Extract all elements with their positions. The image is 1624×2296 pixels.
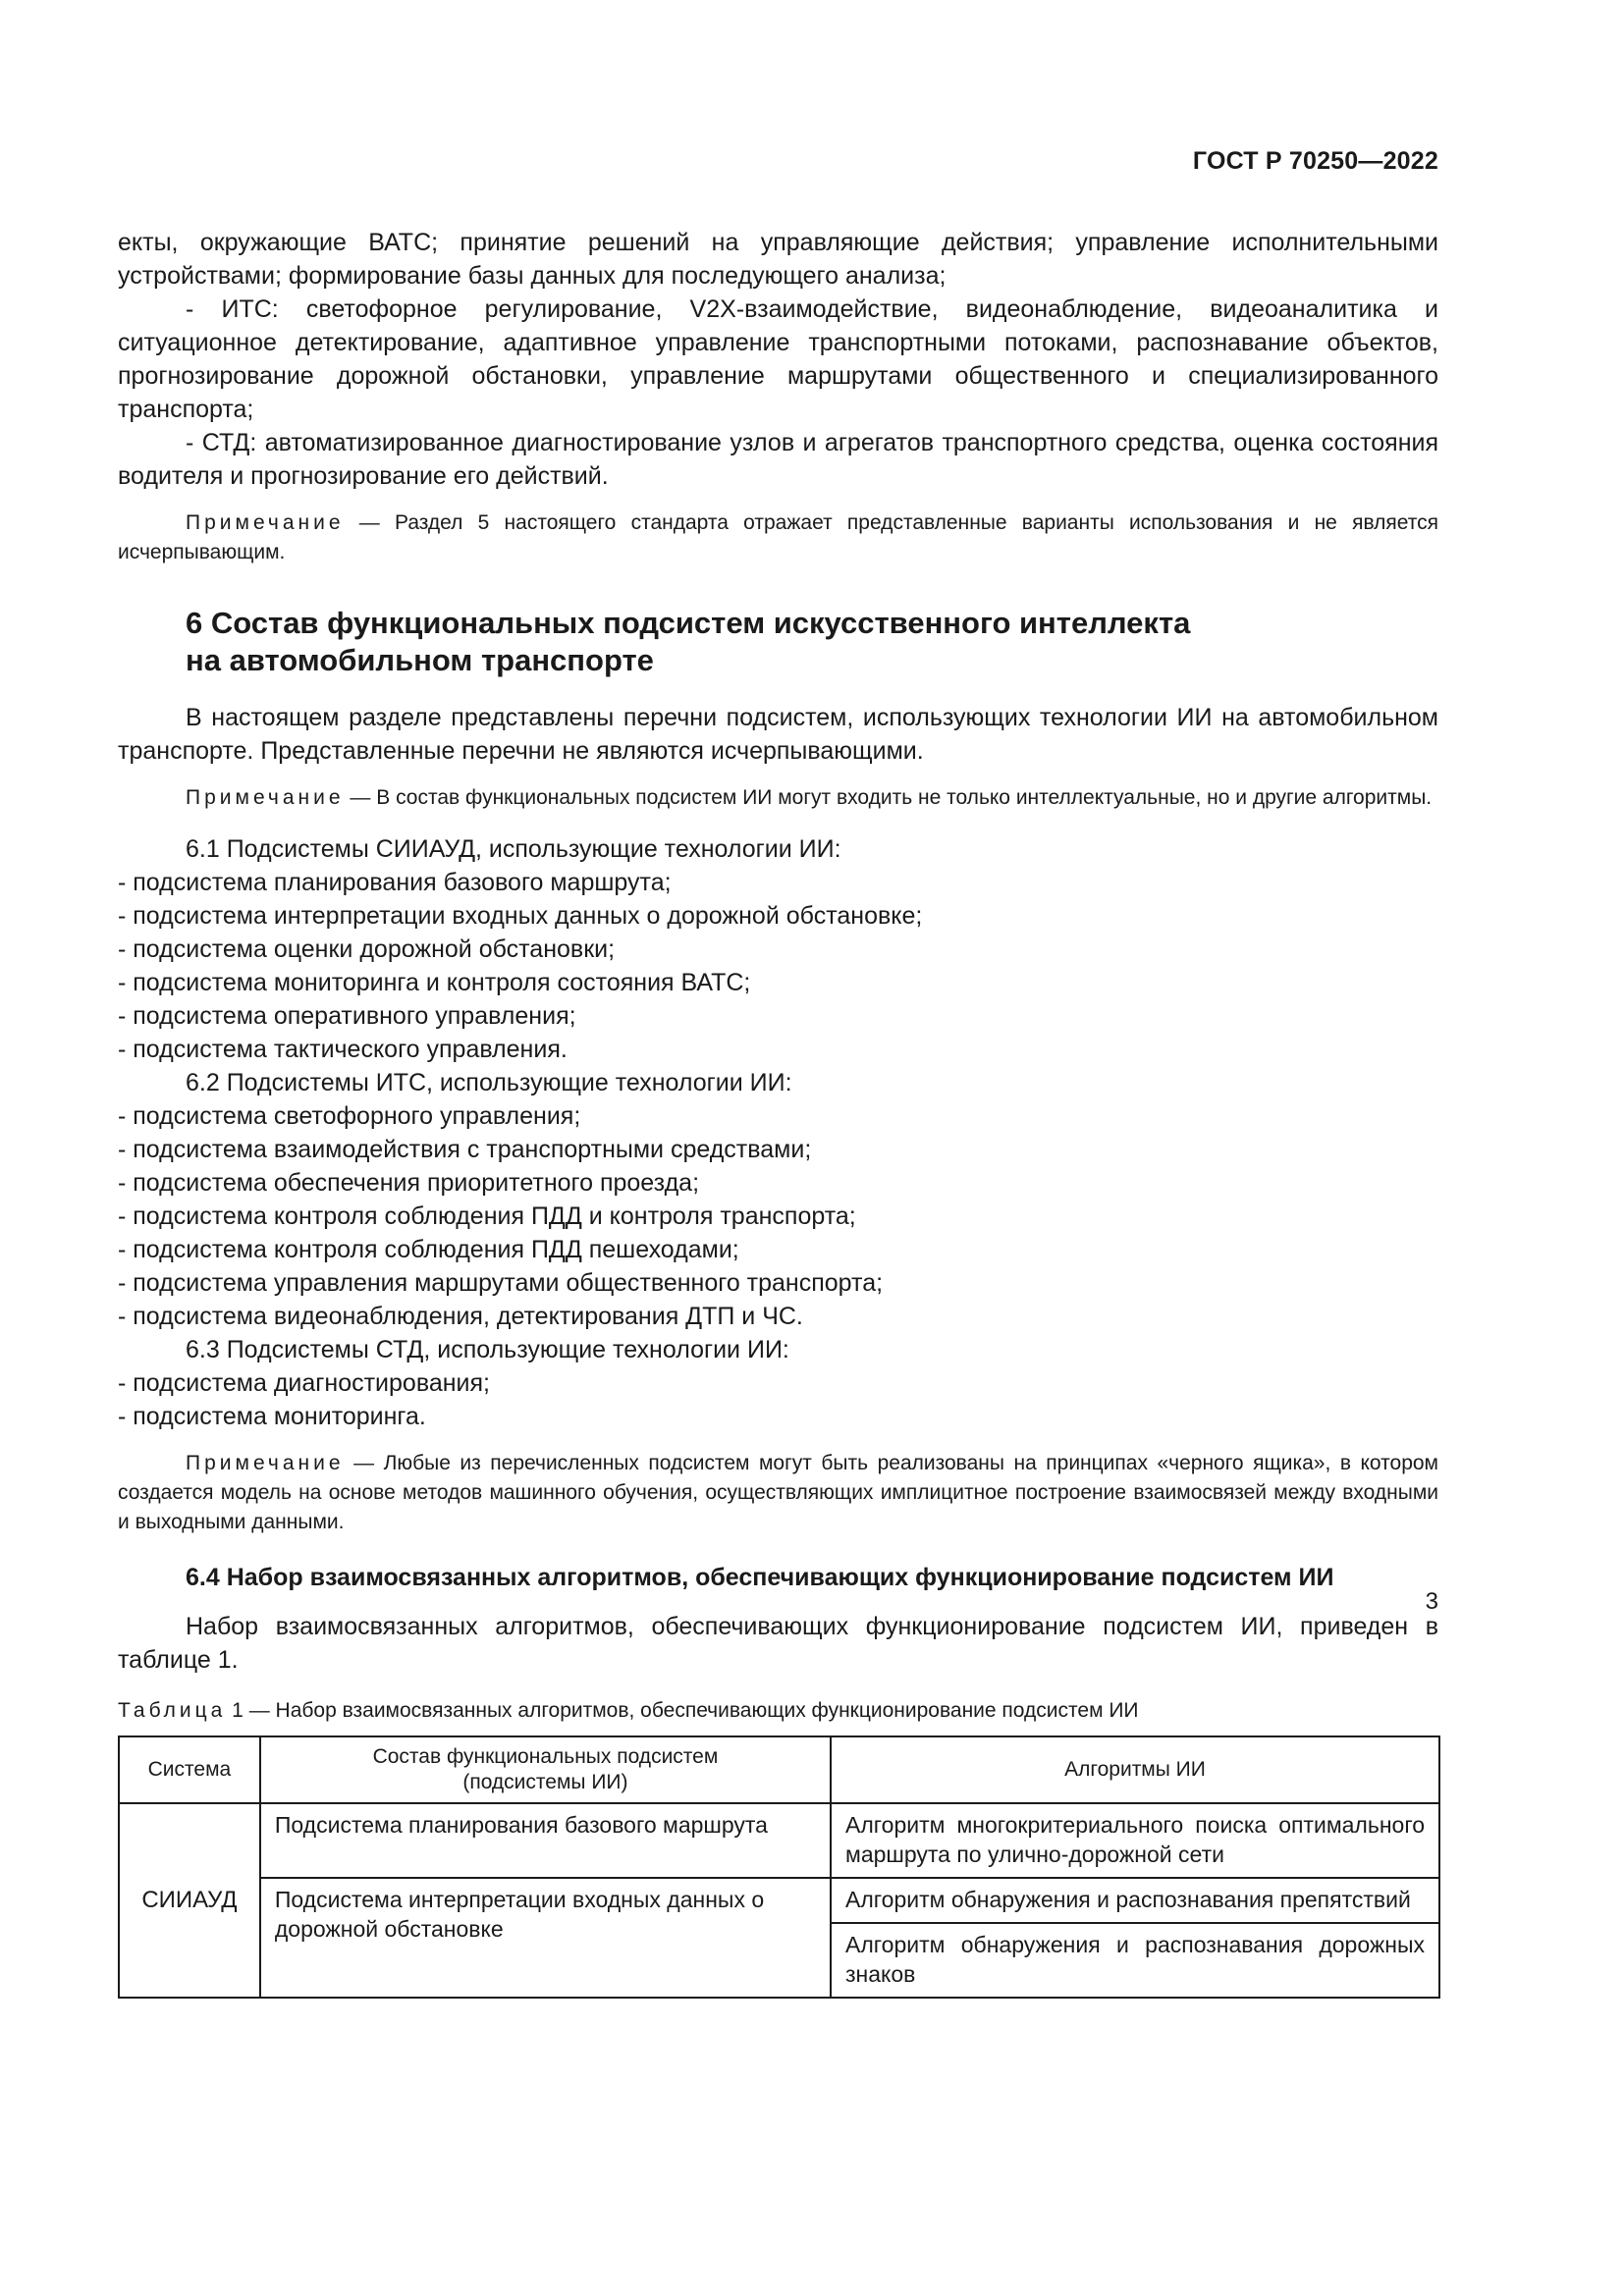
subsection-heading: 6.3 Подсистемы СТД, использующие технологии ИИ: — [186, 1336, 789, 1363]
list-item: - подсистема диагностирования; — [118, 1369, 490, 1397]
list-item: - подсистема оценки дорожной обстановки; — [118, 935, 616, 963]
subsystem-cell: Подсистема планирования базового маршрута — [260, 1803, 831, 1878]
note-text: — Раздел 5 настоящего стандарта отражает представленные варианты использования и не является исчерпывающим. — [118, 511, 1438, 563]
table-caption — [118, 1696, 1438, 1726]
list-item: - подсистема интерпретации входных данных о дорожной обстановке; — [118, 902, 923, 930]
list-item: - подсистема видеонаблюдения, детектирования ДТП и ЧС. — [118, 1303, 803, 1330]
note — [118, 783, 1438, 813]
note-text: — В состав функциональных подсистем ИИ могут входить не только интеллектуальные, но и другие алгоритмы. — [344, 786, 1433, 809]
section-title — [118, 605, 1438, 679]
paragraph: Набор взаимосвязанных алгоритмов, обеспечивающих функционирование подсистем ИИ, приведен в таблице 1. — [118, 1613, 1438, 1674]
note-label: Примечание — [186, 1452, 345, 1474]
list-item: - подсистема обеспечения приоритетного проезда; — [118, 1169, 700, 1197]
list-item: - подсистема мониторинга и контроля состояния ВАТС; — [118, 969, 751, 996]
paragraph: - ИТС: светофорное регулирование, V2X-взаимодействие, видеонаблюдение, видеоаналитика и ситуационное детектирование, адаптивное управление транспортными потоками, распознавание объектов, прогнозирование дорожной обстановки, управление маршрутами общественного и специализированного транспорта; — [118, 295, 1438, 423]
note — [118, 1449, 1438, 1537]
page-number: 3 — [1425, 1588, 1438, 1615]
list-item: - подсистема мониторинга. — [118, 1403, 426, 1430]
table-caption-text: 1 — Набор взаимосвязанных алгоритмов, обеспечивающих функционирование подсистем ИИ — [226, 1699, 1139, 1722]
table-header-row — [119, 1736, 1439, 1803]
note-label: Примечание — [186, 786, 345, 809]
section-6 — [118, 605, 1438, 1999]
system-cell: СИИАУД — [119, 1803, 260, 1998]
table-caption-label: Таблица — [118, 1699, 227, 1722]
list-item: - подсистема управления маршрутами общественного транспорта; — [118, 1269, 884, 1297]
table-row — [119, 1878, 1439, 1923]
algorithm-cell: Алгоритм обнаружения и распознавания дорожных знаков — [831, 1923, 1439, 1998]
subsystem-lists — [118, 832, 1438, 1433]
paragraph: - СТД: автоматизированное диагностирование узлов и агрегатов транспортного средства, оценка состояния водителя и прогнозирование его действий. — [118, 429, 1438, 490]
section-title-line: на автомобильном транспорте — [186, 643, 654, 677]
note-text: — Любые из перечисленных подсистем могут быть реализованы на принципах «черного ящика», в котором создается модель на основе методов машинного обучения, осуществляющих имплицитное построение взаимосвязей между входными и выходными данными. — [118, 1452, 1438, 1533]
section-title-line: 6 Состав функциональных подсистем искусственного интеллекта — [186, 606, 1191, 640]
list-item: - подсистема контроля соблюдения ПДД и контроля транспорта; — [118, 1202, 856, 1230]
algorithms-table — [118, 1735, 1440, 1999]
paragraph: екты, окружающие ВАТС; принятие решений на управляющие действия; управление исполнительными устройствами; формирование базы данных для последующего анализа; — [118, 229, 1438, 290]
paragraph: В настоящем разделе представлены перечни подсистем, использующих технологии ИИ на автомобильном транспорте. Представленные перечни не являются исчерпывающими. — [118, 704, 1438, 765]
algorithm-cell: Алгоритм обнаружения и распознавания препятствий — [831, 1878, 1439, 1923]
table-header-cell: Алгоритмы ИИ — [831, 1736, 1439, 1803]
list-item: - подсистема тактического управления. — [118, 1036, 568, 1063]
list-item: - подсистема планирования базового маршрута; — [118, 869, 672, 896]
note — [118, 508, 1438, 567]
document-code: ГОСТ Р 70250—2022 — [1192, 147, 1438, 175]
list-item: - подсистема контроля соблюдения ПДД пешеходами; — [118, 1236, 739, 1263]
subsection-heading: 6.2 Подсистемы ИТС, использующие технологии ИИ: — [186, 1069, 792, 1096]
list-item: - подсистема взаимодействия с транспортными средствами; — [118, 1136, 812, 1163]
intro-block — [118, 226, 1438, 567]
table-header-cell: Состав функциональных подсистем (подсистемы ИИ) — [260, 1736, 831, 1803]
subsystem-cell: Подсистема интерпретации входных данных о дорожной обстановке — [260, 1878, 831, 1998]
subsection-heading: 6.1 Подсистемы СИИАУД, использующие технологии ИИ: — [186, 835, 841, 863]
table-row — [119, 1803, 1439, 1878]
list-item: - подсистема светофорного управления; — [118, 1102, 581, 1130]
list-item: - подсистема оперативного управления; — [118, 1002, 576, 1030]
algorithm-cell: Алгоритм многокритериального поиска оптимального маршрута по улично-дорожной сети — [831, 1803, 1439, 1878]
subsection-title: 6.4 Набор взаимосвязанных алгоритмов, обеспечивающих функционирование подсистем ИИ — [186, 1564, 1334, 1591]
table-header-cell: Система — [119, 1736, 260, 1803]
note-label: Примечание — [186, 511, 345, 534]
